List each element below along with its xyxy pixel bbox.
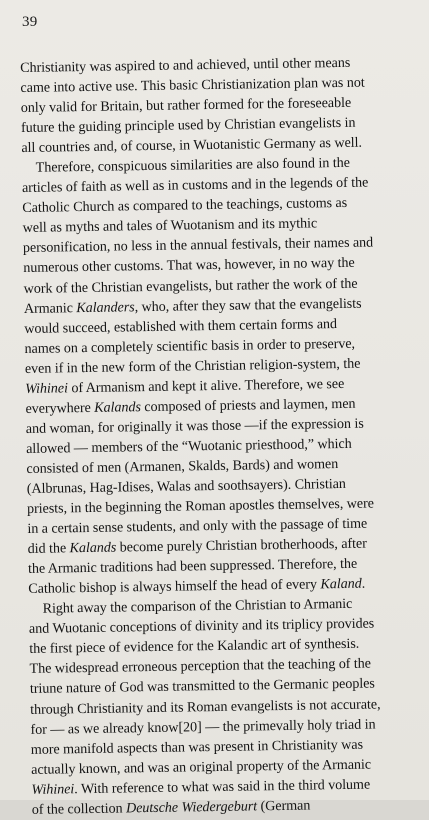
text-line: well as myths and tales of Wuotanism and its mythic: [22, 215, 318, 237]
page-number: 39: [22, 14, 38, 30]
text-line: Therefore, conspicuous similarities are also found in the: [35, 155, 350, 176]
text-line: all countries and, of course, in Wuotanistic Germany as well.: [21, 134, 363, 157]
text-line: of the collection Deutsche Wiedergeburt (German: [31, 797, 311, 818]
text-line: triune nature of God was transmitted to the Germanic peoples: [29, 675, 375, 698]
text-line: came into active use. This basic Christianization plan was not: [20, 74, 365, 97]
text-line: names on a completely scientific basis in order to preserve,: [24, 335, 356, 357]
text-line: Catholic bishop is always himself the head of every Kaland.: [28, 575, 366, 598]
text-line: future the guiding principle used by Christian evangelists in: [20, 114, 356, 137]
text-line: Wihinei of Armanism and kept it alive. Therefore, we see: [25, 375, 345, 397]
text-line: the Armanic traditions had been suppressed. Therefore, the: [27, 555, 358, 578]
text-line: allowed — members of the “Wuotanic priesthood,” which: [26, 435, 352, 457]
text-line: in a certain sense students, and only with the passage of time: [27, 515, 368, 538]
text-line: priests, in the beginning the Roman apostles themselves, were: [26, 495, 375, 517]
text-line: through Christianity and its Roman evangelists is not accurate,: [30, 695, 381, 718]
text-line: numerous other customs. That was, however, in no way the: [23, 255, 355, 277]
text-line: work of the Christian evangelists, but rather the work of the: [23, 275, 358, 297]
text-line: actually known, and was an original property of the Armanic: [31, 756, 372, 778]
text-line: (Albrunas, Hag-Idises, Walas and soothsayers). Christian: [26, 475, 346, 497]
text-line: only valid for Britain, but rather formed for the foreseeable: [20, 94, 352, 117]
text-line: Right away the comparison of the Christian to Armanic: [42, 596, 353, 617]
text-line: the first piece of evidence for the Kalandic art of synthesis.: [29, 636, 360, 658]
text-line: consisted of men (Armanen, Skalds, Bards) and women: [26, 455, 339, 477]
text-line: did the Kalands become purely Christian brotherhoods, after: [27, 535, 367, 558]
text-line: would succeed, established with them certain forms and: [24, 315, 338, 337]
text-line: The widespread erroneous perception that the teaching of the: [29, 655, 372, 678]
text-line: Catholic Church as compared to the teachings, customs as: [22, 195, 348, 217]
text-line: everywhere Kalands composed of priests and laymen, men: [25, 395, 356, 417]
text-line: more manifold aspects than was present in Christianity was: [30, 736, 364, 758]
text-line: articles of faith as well as in customs and in the legends of the: [21, 174, 369, 197]
text-line: Armanic Kalanders, who, after they saw that the evangelists: [23, 295, 362, 317]
text-line: personification, no less in the annual festivals, their names and: [22, 234, 374, 257]
text-line: and woman, for originally it was those —if the expression is: [25, 415, 364, 437]
text-line: for — as we already know[20] — the primevally holy triad in: [30, 716, 376, 738]
text-line: even if in the new form of the Christian religion-system, the: [24, 355, 361, 377]
body-text: [20, 52, 424, 820]
text-line: Wihinei. With reference to what was said in the third volume: [31, 776, 371, 798]
text-line: and Wuotanic conceptions of divinity and its triplicy provides: [28, 615, 375, 638]
text-line: Christianity was aspired to and achieved, until other means: [20, 54, 351, 76]
